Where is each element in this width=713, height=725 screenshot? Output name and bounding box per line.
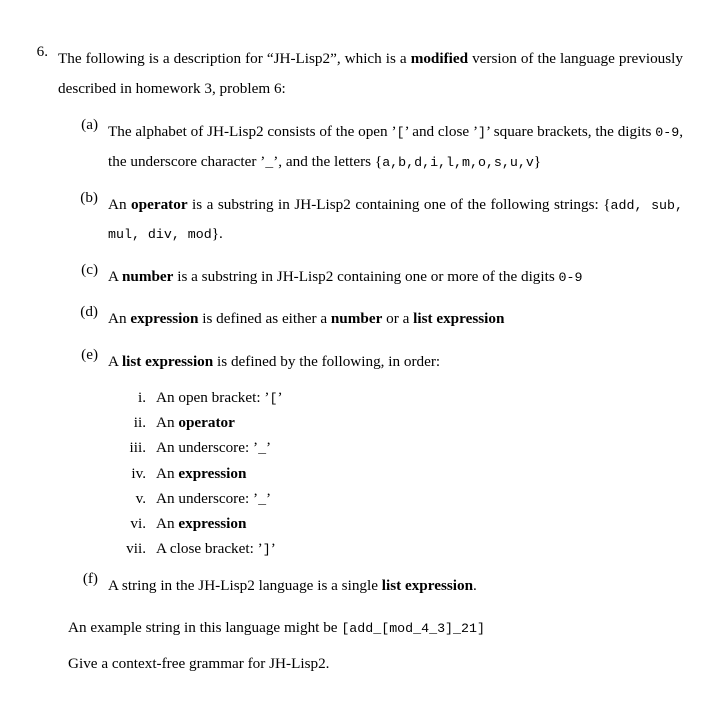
text-run: . [473,576,477,594]
text-run: expression [178,464,247,482]
text-run: ’, and the letters { [273,152,383,170]
alpha-item-e [68,347,683,377]
text-run: ’ square brackets, the digits [485,123,656,141]
text-run: 0-9 [655,125,680,141]
roman-marker: vi. [130,515,146,533]
roman-item-iii [98,440,683,455]
text-run: The following is a description for “JH-Lisp2”, which is a [58,50,411,67]
text-run: modified [410,50,469,67]
roman-item-v [98,491,683,506]
text-run: A string in the JH-Lisp2 language is a single [108,576,382,594]
roman-item-vii [98,541,683,556]
text-run: [ [269,390,278,406]
roman-text [156,491,683,506]
text-run: } [533,152,542,170]
text-run: An open bracket: ’ [156,388,270,406]
alpha-text [108,347,683,377]
roman-list [98,390,683,557]
text-run: An example string in this language might be [68,619,342,637]
roman-marker: i. [137,388,146,406]
problem-number: 6. [36,43,48,60]
text-run: }. [211,225,223,243]
alpha-item-d [68,304,683,334]
roman-item-i [98,390,683,405]
alpha-item-b [68,190,683,249]
text-run: 0-9 [558,269,583,285]
example-string-paragraph [68,620,683,635]
text-run: A [108,267,122,285]
text-run: number [121,267,174,285]
alpha-marker: (c) [81,260,98,278]
text-run: or a [382,310,414,328]
text-run: ] [262,542,271,558]
text-run: [add_[mod_4_3]_21] [341,621,485,637]
alpha-marker: (d) [80,303,98,321]
text-run: a,b,d,i,l,m,o,s,u,v [382,154,534,170]
roman-text [156,541,683,556]
roman-item-ii [98,415,683,430]
text-run: ] [478,125,486,141]
alpha-text [108,190,683,249]
text-run: [ [396,125,405,141]
text-run: _ [265,154,274,170]
alpha-item-c [68,262,683,292]
text-run: An [156,414,179,432]
roman-text [156,516,683,531]
text-run: The alphabet of JH-Lisp2 consists of the open ’ [108,123,397,141]
text-run: _ [258,491,267,507]
problem-intro-text [58,44,683,103]
text-run: expression [130,310,199,328]
text-run: ’ and close ’ [404,123,478,141]
text-run: operator [178,414,235,432]
roman-marker: vii. [126,540,146,558]
alpha-list [68,117,683,600]
roman-marker: v. [135,489,146,507]
text-run: ’ [266,439,272,457]
roman-text [156,415,683,430]
text-run: A close bracket: ’ [156,540,263,558]
text-run: list expression [121,353,214,371]
text-run: ’ [270,540,276,558]
text-run: An [156,515,179,533]
alpha-marker: (a) [81,116,98,134]
task-paragraph [68,656,683,671]
text-run: , the underscore character ’ [108,123,683,170]
roman-text [156,466,683,481]
text-run: An [108,310,131,328]
text-run: An underscore: ’ [156,439,259,457]
text-run: is a substring in JH-Lisp2 containing one of the following strings: { [187,195,611,213]
text-run: A [108,353,122,371]
text-run: ’ [277,388,283,406]
alpha-marker: (b) [80,188,98,206]
text-run: add, sub, mul, div, mod [108,197,683,243]
text-run: operator [131,195,188,213]
text-run: is a substring in JH-Lisp2 containing one or more of the digits [173,267,559,285]
alpha-text [108,117,683,176]
alpha-text [108,571,683,601]
roman-item-vi [98,516,683,531]
text-run: ’ [266,489,272,507]
alpha-marker: (e) [81,346,98,364]
text-run: list expression [381,576,474,594]
text-run: An [108,195,132,213]
text-run: expression [178,515,247,533]
roman-marker: iii. [129,439,146,457]
alpha-text [108,304,683,334]
roman-marker: ii. [133,414,146,432]
text-run: is defined by the following, in order: [213,353,441,371]
alpha-text [108,262,683,292]
problem-6 [30,44,683,103]
alpha-item-a [68,117,683,176]
text-run: is defined as either a [198,310,331,328]
text-run: An underscore: ’ [156,489,259,507]
roman-item-iv [98,466,683,481]
roman-marker: iv. [131,464,146,482]
text-run: version of the language previously described in homework 3, problem 6: [58,50,684,97]
text-run: number [330,310,383,328]
roman-text [156,440,683,455]
text-run: Give a context-free grammar for JH-Lisp2. [68,654,330,672]
text-run: An [156,464,179,482]
roman-text [156,390,683,405]
text-run: _ [258,441,267,457]
alpha-item-f [68,571,683,601]
alpha-marker: (f) [82,569,98,587]
text-run: list expression [413,310,505,328]
